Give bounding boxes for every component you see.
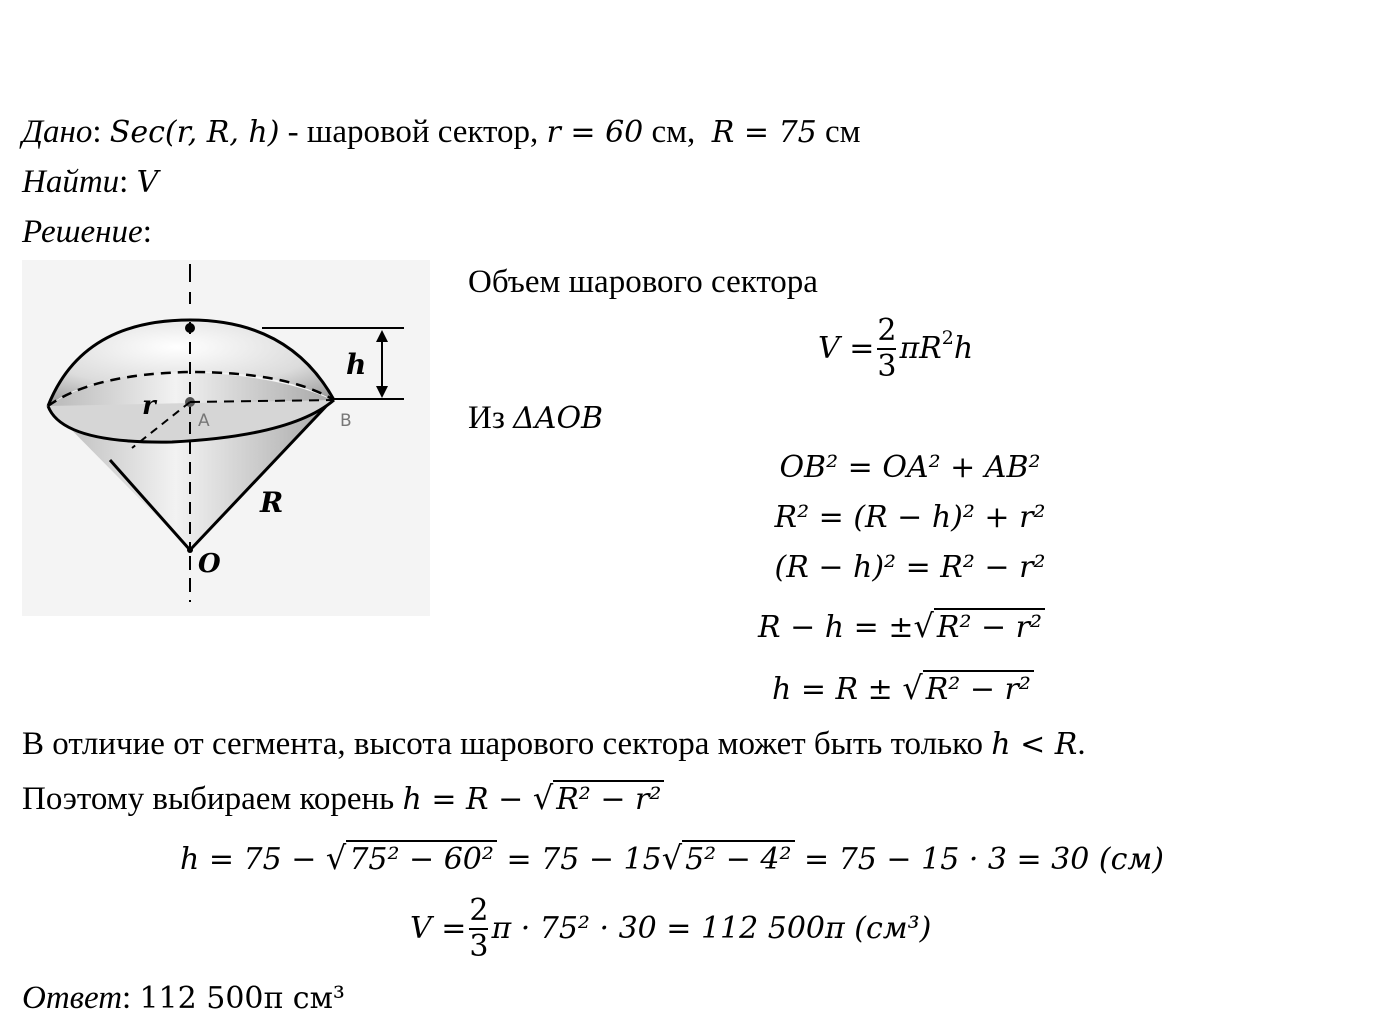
find-label: Найти (22, 164, 120, 200)
given-label: Дано (22, 114, 93, 150)
calc2-rhs: π · 75² · 30 = 112 500π (см³) (491, 911, 932, 946)
top-point (185, 323, 195, 333)
frac-den: 3 (877, 349, 897, 384)
from-triangle-line (468, 398, 603, 439)
volume-fraction (877, 314, 896, 384)
note2-radicand: R² − r² (553, 780, 664, 817)
given-unit-R: см (816, 114, 861, 150)
calc2-num: 2 (469, 893, 489, 928)
point-O (187, 547, 193, 553)
given-unit-r: см (643, 114, 688, 150)
volume-formula: V = $\frac{2}{3}$ $\pi R^2h$ (818, 313, 974, 384)
label-h: h (346, 348, 367, 381)
answer-value: 112 500π см³ (139, 981, 345, 1016)
answer-label: Ответ (22, 980, 123, 1016)
label-R: R (260, 486, 284, 519)
note-line-2: Поэтому выбираем корень h = R − √ R² − r² (22, 778, 664, 820)
answer-line: Ответ: 112 500π см³ (22, 980, 345, 1016)
note2-math: h = R − (402, 782, 533, 817)
given-line: Дано: Sec(r, R, h) - шаровой сектор, r = 60 см, R = 75 см (22, 114, 861, 150)
label-r: r (142, 391, 156, 421)
eq-h-radicand: R² − r² (923, 670, 1034, 707)
note-line-1: В отличие от сегмента, высота шарового сектора может быть только h < R. (22, 726, 1086, 762)
eq-root-radicand: R² − r² (934, 608, 1045, 645)
find-value: V (136, 165, 159, 200)
calc1-b: = 75 − 15 (496, 842, 662, 877)
eq-h-lhs: h = R ± (772, 672, 903, 707)
given-expr: Sec(r, R, h) (109, 115, 280, 150)
volume-h: h (953, 331, 974, 366)
eq-h: h = R ± √ R² − r² (772, 668, 1034, 710)
from-text: Из (468, 400, 514, 436)
note2-text: Поэтому выбираем корень (22, 781, 403, 817)
spherical-sector-figure (22, 260, 430, 616)
label-O: O (198, 549, 221, 579)
calc-v (410, 886, 931, 972)
solution-label: Решение (22, 214, 143, 250)
calc1-rad1: 75² − 60² (346, 840, 497, 877)
solution-line: Решение: (22, 214, 152, 250)
eq-root: R − h = ±√ R² − r² (758, 606, 1045, 648)
frac-num: 2 (877, 313, 897, 348)
note1-math: h < R (991, 727, 1078, 762)
eq-root-lhs: R − h = ± (758, 610, 914, 645)
volume-lhs: V = (818, 331, 875, 366)
given-text: - шаровой сектор, (279, 114, 547, 150)
label-B: B (340, 411, 352, 431)
calc1-a: h = 75 − (180, 842, 326, 877)
calc-h: h = 75 − √ 75² − 60² = 75 − 15√ 5² − 4² = 75 − 15 · 3 = 30 (см) (180, 839, 1164, 877)
volume-pi-R: πR (899, 331, 942, 366)
note1-text: В отличие от сегмента, высота шарового сектора может быть только (22, 726, 992, 762)
given-cond-R: R = 75 (711, 115, 817, 150)
label-A: A (198, 411, 210, 431)
triangle-name: ΔAOB (513, 401, 604, 436)
calc2-lhs: V = (410, 911, 467, 946)
calc1-rad2: 5² − 4² (682, 840, 794, 877)
calc1-c: = 75 − 15 · 3 = 30 (см) (794, 842, 1164, 877)
eq-pythagoras: OB² = OA² + AB² (779, 450, 1041, 485)
calc2-fraction (469, 894, 488, 964)
eq-rearranged: (R − h)² = R² − r² (774, 550, 1046, 585)
given-cond-r: r = 60 (546, 115, 644, 150)
volume-title: Объем шарового сектора (468, 264, 818, 300)
calc2-den: 3 (469, 929, 489, 964)
eq-substituted: R² = (R − h)² + r² (774, 500, 1046, 535)
find-line: Найти: V (22, 164, 159, 200)
